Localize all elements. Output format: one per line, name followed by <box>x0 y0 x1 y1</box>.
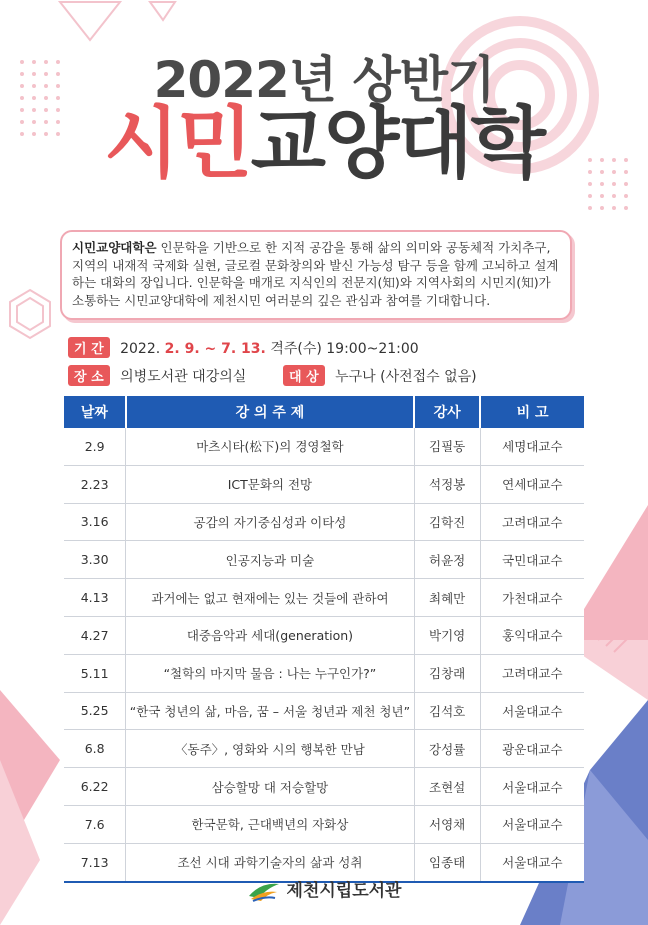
intro-lead: 시민교양대학은 <box>72 240 157 255</box>
cell-date: 2.9 <box>64 428 126 465</box>
cell-topic: 공감의 자기중심성과 이타성 <box>126 503 414 541</box>
table-row <box>64 805 584 843</box>
cell-note: 연세대교수 <box>480 465 584 503</box>
footer <box>0 876 648 902</box>
period-suffix: 격주(수) 19:00~21:00 <box>270 341 419 357</box>
title-main <box>0 99 648 189</box>
schedule-body <box>64 428 584 882</box>
cell-note: 서울대교수 <box>480 768 584 806</box>
deco-triangle-topleft-small <box>150 2 175 20</box>
header-date: 날짜 <box>64 396 126 428</box>
target-line <box>283 365 477 386</box>
cell-topic: “한국 청년의 삶, 마음, 꿈 – 서울 청년과 제천 청년” <box>126 692 414 730</box>
target-tag: 대 상 <box>283 365 325 386</box>
cell-topic: 조선 시대 과학기술자의 삶과 성취 <box>126 843 414 881</box>
cell-topic: 과거에는 없고 현재에는 있는 것들에 관하여 <box>126 579 414 617</box>
cell-topic: ICT문화의 전망 <box>126 465 414 503</box>
cell-topic: 대중음악과 세대(generation) <box>126 616 414 654</box>
cell-note: 세명대교수 <box>480 428 584 465</box>
place-line <box>68 365 246 386</box>
table-row <box>64 503 584 541</box>
table-row <box>64 465 584 503</box>
cell-note: 광운대교수 <box>480 730 584 768</box>
table-row <box>64 428 584 465</box>
place-tag: 장 소 <box>68 365 110 386</box>
table-row <box>64 541 584 579</box>
cell-date: 3.30 <box>64 541 126 579</box>
cell-lecturer: 김석호 <box>414 692 480 730</box>
period-prefix: 2022. <box>120 341 161 357</box>
period-dates: 2. 9. ~ 7. 13. <box>164 341 266 357</box>
header-note: 비 고 <box>480 396 584 428</box>
deco-hexagon-left <box>10 290 50 338</box>
period-line <box>68 337 419 358</box>
cell-lecturer: 석정봉 <box>414 465 480 503</box>
schedule-table <box>64 396 584 883</box>
deco-triangle-topleft <box>60 2 120 40</box>
cell-note: 국민대교수 <box>480 541 584 579</box>
cell-topic: 마츠시타(松下)의 경영철학 <box>126 428 414 465</box>
cell-note: 홍익대교수 <box>480 616 584 654</box>
table-row <box>64 579 584 617</box>
title-main-dark: 교양대학 <box>250 99 545 189</box>
cell-lecturer: 임종태 <box>414 843 480 881</box>
cell-lecturer: 박기영 <box>414 616 480 654</box>
table-row <box>64 616 584 654</box>
cell-lecturer: 최혜만 <box>414 579 480 617</box>
cell-note: 서울대교수 <box>480 843 584 881</box>
cell-lecturer: 서영채 <box>414 805 480 843</box>
cell-lecturer: 강성률 <box>414 730 480 768</box>
table-row <box>64 730 584 768</box>
cell-date: 5.25 <box>64 692 126 730</box>
cell-lecturer: 김필동 <box>414 428 480 465</box>
cell-topic: 삼승할망 대 저승할망 <box>126 768 414 806</box>
title-year: 2022년 상반기 <box>153 51 495 109</box>
cell-date: 7.6 <box>64 805 126 843</box>
cell-date: 2.23 <box>64 465 126 503</box>
table-row <box>64 692 584 730</box>
cell-date: 6.8 <box>64 730 126 768</box>
cell-date: 3.16 <box>64 503 126 541</box>
cell-note: 가천대교수 <box>480 579 584 617</box>
intro-box <box>60 230 572 320</box>
cell-date: 6.22 <box>64 768 126 806</box>
cell-note: 서울대교수 <box>480 692 584 730</box>
cell-date: 7.13 <box>64 843 126 881</box>
cell-lecturer: 허윤정 <box>414 541 480 579</box>
cell-date: 4.13 <box>64 579 126 617</box>
cell-note: 서울대교수 <box>480 805 584 843</box>
cell-lecturer: 조현설 <box>414 768 480 806</box>
cell-topic: 〈동주〉, 영화와 시의 행복한 만남 <box>126 730 414 768</box>
cell-topic: 한국문학, 근대백년의 자화상 <box>126 805 414 843</box>
cell-note: 고려대교수 <box>480 503 584 541</box>
footer-org: 제천시립도서관 <box>286 881 402 901</box>
cell-topic: 인공지능과 미술 <box>126 541 414 579</box>
target-value: 누구나 (사전접수 없음) <box>335 369 477 385</box>
period-tag: 기 간 <box>68 337 110 358</box>
cell-note: 고려대교수 <box>480 654 584 692</box>
cell-lecturer: 김학진 <box>414 503 480 541</box>
intro-text: 인문학을 기반으로 한 지적 공감을 통해 삶의 의미와 공동체적 가치추구, 지역의 내재적 국제화 실현, 글로컬 문화창의와 발신 가능성 탐구 등을 함께 고뇌하고 설계하는 대화의 장입니다. 인문학을 매개로 지식인의 전문지(知)와 지역사회의 시민지(知)가 소통하는 시민교양대학에 제천시민 여러분의 깊은 관심과 참여를 기대합니다. <box>72 240 559 308</box>
library-logo-icon <box>247 880 281 902</box>
title-main-red: 시민 <box>103 99 251 189</box>
table-header-row <box>64 396 584 428</box>
cell-lecturer: 김창래 <box>414 654 480 692</box>
place-value: 의병도서관 대강의실 <box>120 369 247 385</box>
header-lecturer: 강사 <box>414 396 480 428</box>
cell-topic: “철학의 마지막 물음 : 나는 누구인가?” <box>126 654 414 692</box>
cell-date: 5.11 <box>64 654 126 692</box>
table-row <box>64 768 584 806</box>
table-row <box>64 654 584 692</box>
cell-date: 4.27 <box>64 616 126 654</box>
header-topic: 강 의 주 제 <box>126 396 414 428</box>
